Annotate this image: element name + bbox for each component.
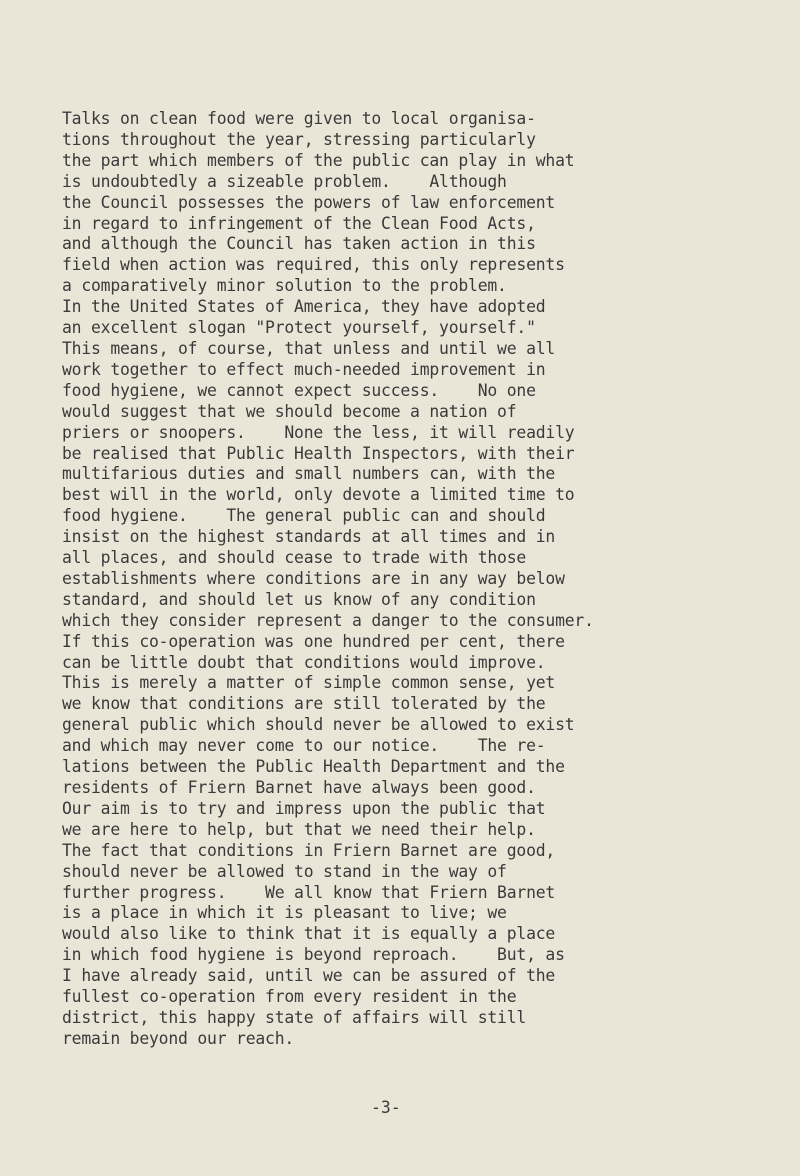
text-line: can be little doubt that conditions would improve. (62, 652, 546, 672)
text-line: food hygiene, we cannot expect success. No one (62, 380, 536, 400)
text-line: priers or snoopers. None the less, it will readily (62, 422, 575, 442)
text-line: Talks on clean food were given to local organisa- (62, 109, 536, 128)
text-line: This means, of course, that unless and until we all (62, 338, 556, 358)
text-line: district, this happy state of affairs will still (62, 1007, 527, 1027)
text-line: a comparatively minor solution to the problem. (62, 276, 507, 296)
text-line: general public which should never be allowed to exist (62, 715, 575, 735)
text-line: the part which members of the public can play in what (62, 150, 575, 170)
text-line: fullest co-operation from every resident in the (62, 987, 517, 1007)
text-line: multifarious duties and small numbers can, with the (62, 464, 556, 484)
text-line: in regard to infringement of the Clean Food Acts, (62, 213, 536, 233)
page-number: -3- (371, 1098, 401, 1117)
text-line: In the United States of America, they have adopted (62, 297, 546, 317)
text-line: food hygiene. The general public can and should (62, 506, 546, 526)
text-line: be realised that Public Health Inspectors, with their (62, 443, 575, 463)
text-line: insist on the highest standards at all times and in (62, 527, 556, 547)
text-line: If this co-operation was one hundred per cent, there (62, 631, 565, 651)
text-line: This is merely a matter of simple common sense, yet (62, 673, 556, 693)
text-line: best will in the world, only devote a limited time to (62, 485, 575, 505)
text-line: lations between the Public Health Department and the (62, 757, 565, 777)
text-line: is a place in which it is pleasant to live; we (62, 903, 507, 923)
text-line: tions throughout the year, stressing particularly (62, 129, 536, 149)
text-line: we know that conditions are still tolerated by the (62, 694, 546, 714)
text-line: which they consider represent a danger to the consumer. (62, 610, 594, 630)
text-line: field when action was required, this only represents (62, 255, 565, 275)
text-line: I have already said, until we can be assured of the (62, 966, 556, 986)
text-line: Our aim is to try and impress upon the public that (62, 798, 546, 818)
text-line: establishments where conditions are in any way below (62, 568, 565, 588)
text-line: in which food hygiene is beyond reproach. But, as (62, 945, 565, 965)
body-paragraph (62, 109, 772, 1050)
text-line: and although the Council has taken action in this (62, 234, 536, 254)
text-line: residents of Friern Barnet have always been good. (62, 778, 536, 797)
text-line: standard, and should let us know of any condition (62, 589, 536, 609)
text-line: the Council possesses the powers of law enforcement (62, 192, 556, 212)
text-line: all places, and should cease to trade with those (62, 548, 527, 568)
text-line: should never be allowed to stand in the way of (62, 861, 507, 881)
text-line: would also like to think that it is equally a place (62, 924, 556, 944)
text-line: further progress. We all know that Friern Barnet (62, 882, 556, 902)
text-line: we are here to help, but that we need their help. (62, 819, 536, 839)
text-line: and which may never come to our notice. The re- (62, 736, 546, 756)
text-line: an excellent slogan "Protect yourself, yourself." (62, 318, 536, 338)
text-line: The fact that conditions in Friern Barnet are good, (62, 840, 556, 860)
text-line: remain beyond our reach. (62, 1028, 295, 1048)
text-line: would suggest that we should become a nation of (62, 401, 517, 421)
text-line: work together to effect much-needed improvement in (62, 359, 546, 379)
text-line: is undoubtedly a sizeable problem. Although (62, 171, 507, 191)
